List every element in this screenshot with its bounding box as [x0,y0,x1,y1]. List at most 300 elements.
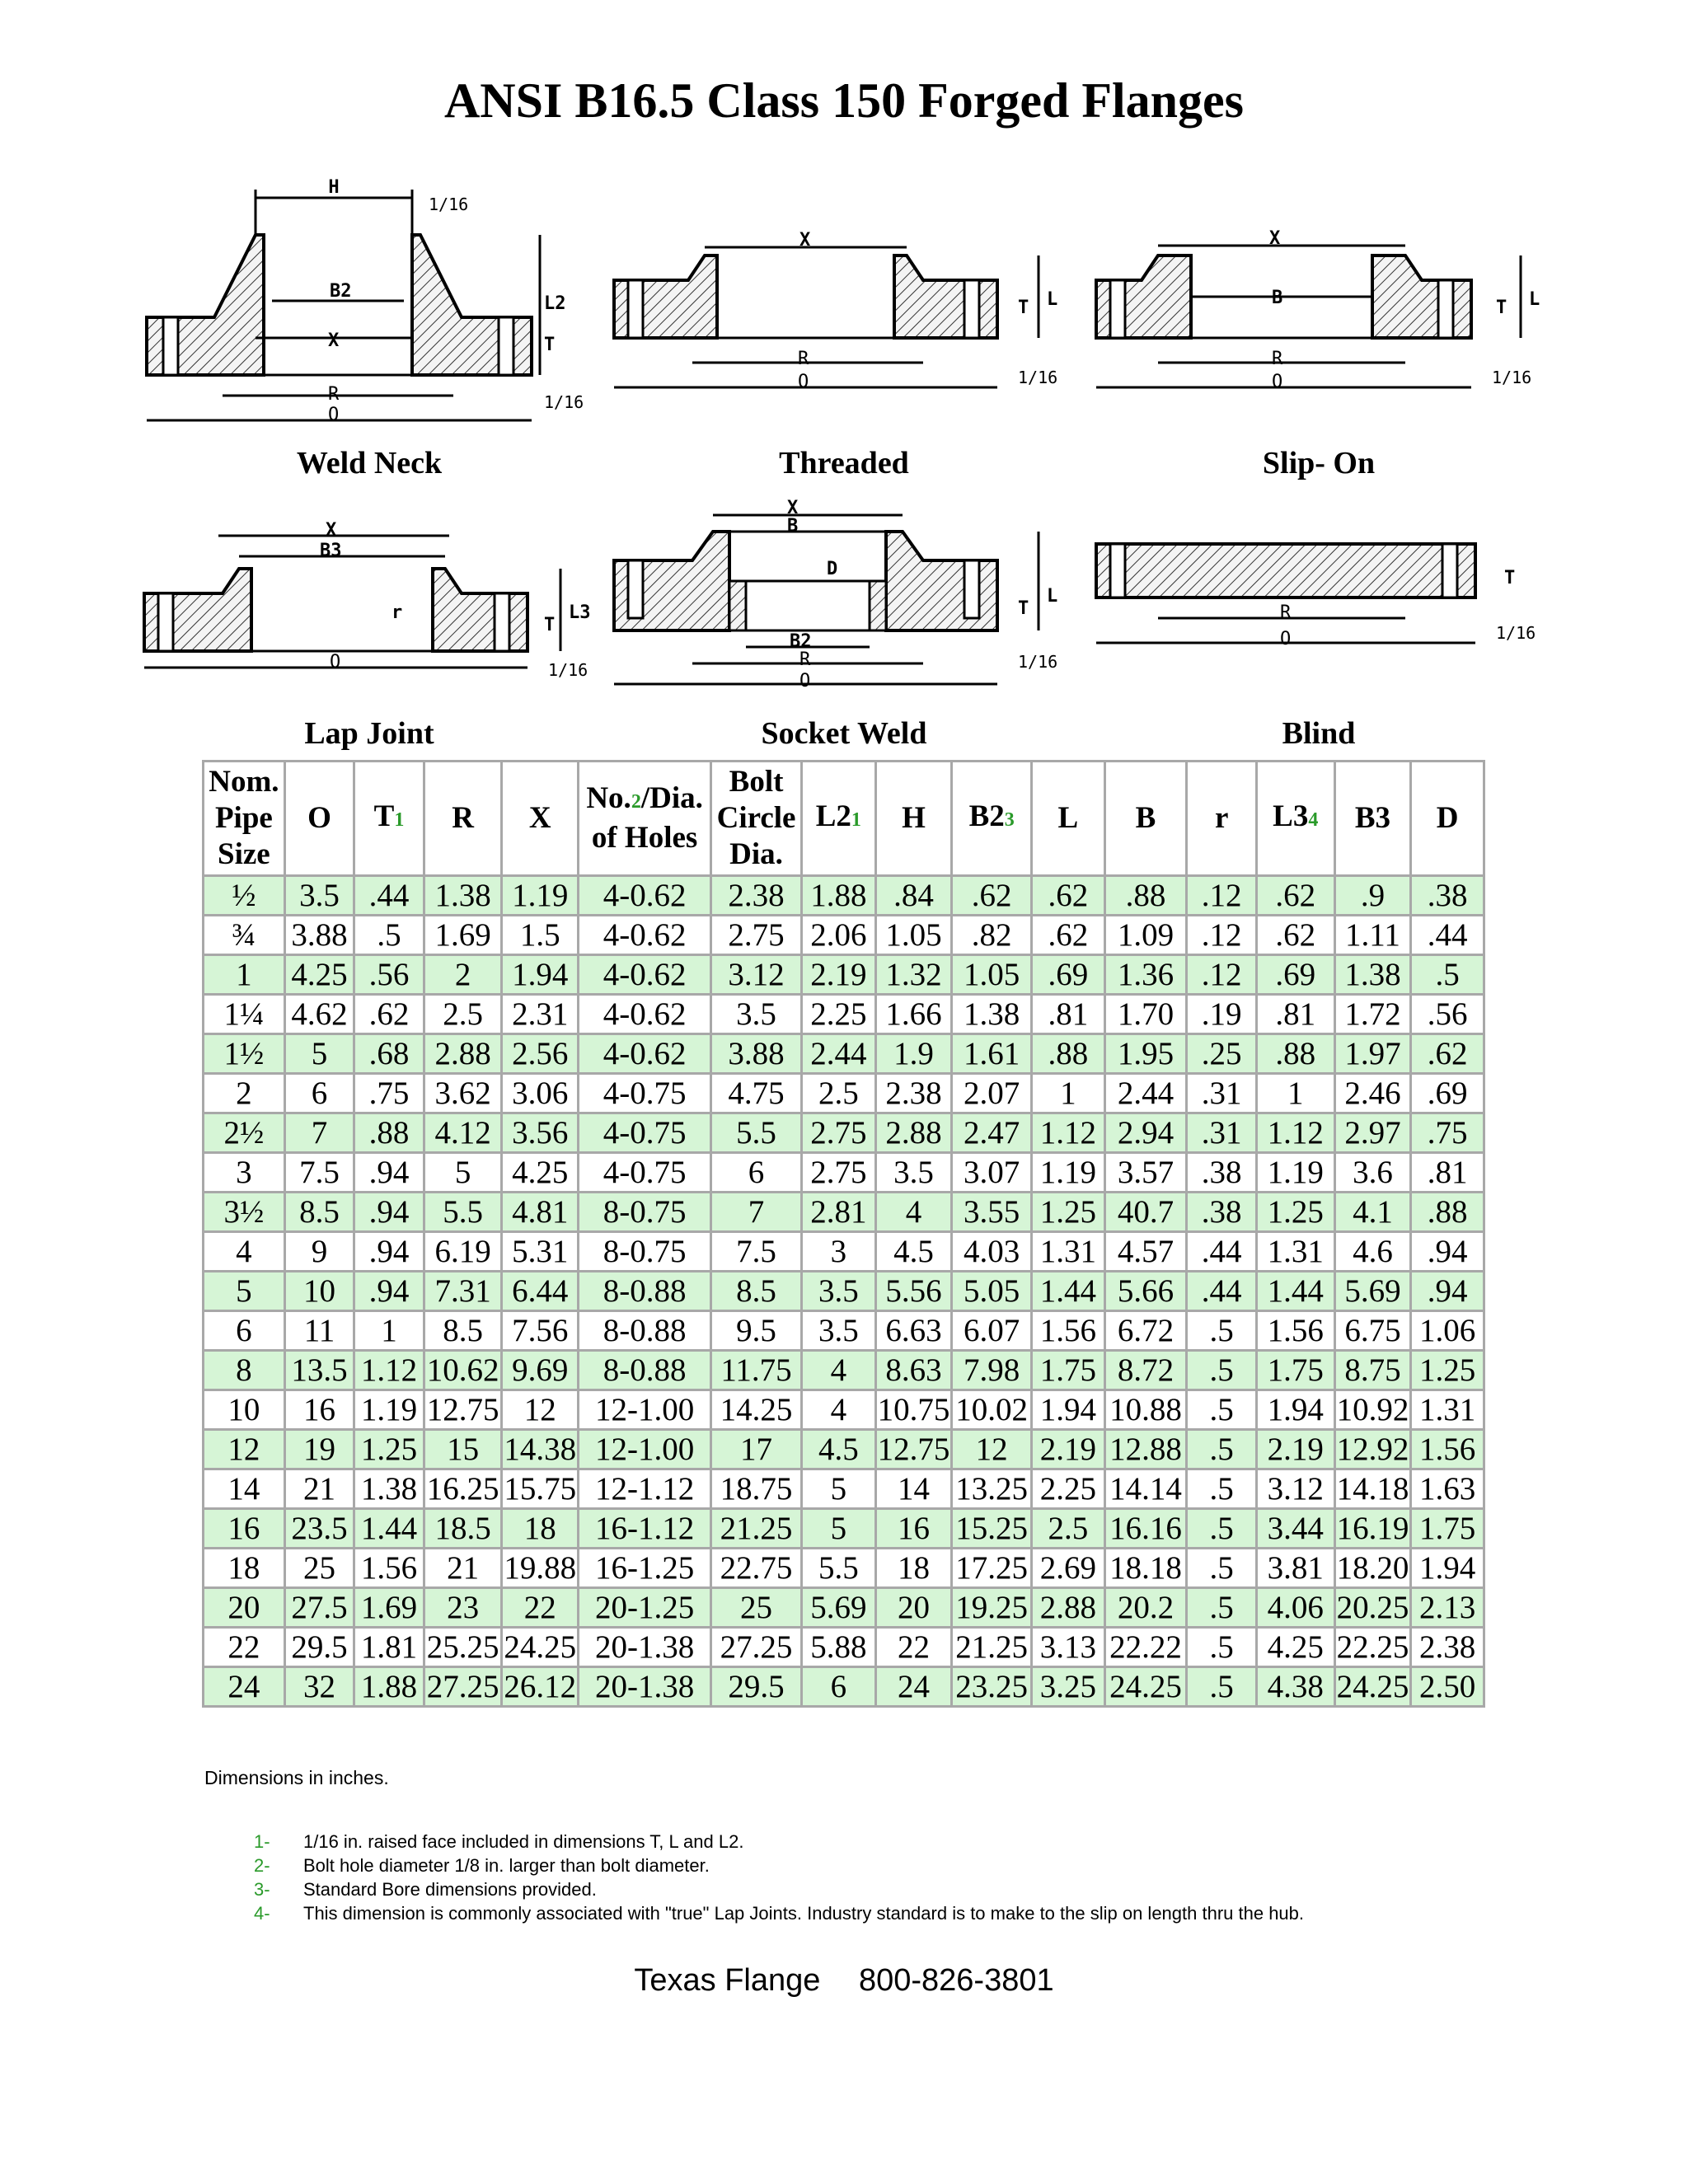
table-row [204,877,1483,914]
table-cell: 14.38 [504,1432,577,1467]
table-cell: 4.5 [803,1431,874,1468]
lap-joint-diagram [140,515,602,692]
table-cell: 2.25 [1033,1470,1104,1507]
table-cell: 4.5 [877,1233,951,1270]
table-cell: .5 [1188,1352,1255,1389]
diagram-label: T [1504,568,1516,588]
table-cell: .5 [1188,1312,1255,1349]
table-cell: 5.5 [425,1193,501,1230]
table-cell: .81 [1258,996,1334,1033]
table-cell: 1.5 [503,916,577,954]
table-cell: .5 [355,916,423,954]
table-cell: .81 [1033,996,1104,1033]
table-cell: 3.88 [712,1035,800,1072]
table-cell: 5.31 [503,1233,577,1270]
table-cell: 14.25 [712,1391,800,1428]
table-cell: 2.75 [712,916,800,954]
table-row [204,1154,1483,1191]
blind-diagram [1092,536,1554,668]
diagram-label: O [1280,629,1292,649]
column-header [1106,762,1186,874]
table-cell: 1.05 [953,956,1030,993]
header-text: Size [218,837,270,871]
table-cell: 20-1.38 [579,1629,710,1666]
table-cell: 8-0.88 [579,1352,710,1389]
table-cell: .44 [1188,1233,1255,1270]
column-header [1188,762,1255,874]
table-cell: 1.94 [1412,1549,1483,1586]
table-cell: .19 [1188,996,1255,1033]
weld-neck-caption: Weld Neck [296,446,443,480]
table-cell: 3.55 [953,1193,1030,1230]
table-cell: .5 [1188,1629,1255,1666]
table-cell: 3.07 [953,1154,1030,1191]
table-cell: 2.5 [803,1075,874,1112]
table-cell: 40.7 [1106,1193,1186,1230]
table-cell: 21 [425,1549,501,1586]
diagram-label: 1/16 [1496,623,1536,643]
header-text: B2 [968,799,1005,833]
table-cell: 5.5 [712,1114,800,1151]
table-cell: .62 [1412,1035,1483,1072]
table-row [204,1352,1483,1389]
table-cell: .9 [1336,877,1410,914]
nominal-size-cell: 18 [204,1549,284,1586]
table-cell: .94 [355,1272,423,1310]
table-cell: .82 [953,916,1030,954]
table-cell: 1.25 [1258,1193,1334,1230]
table-cell: 12 [953,1431,1030,1468]
table-cell: 2.88 [1033,1589,1104,1626]
nominal-size-cell: 6 [204,1312,284,1349]
header-text: of Holes [591,821,698,855]
table-cell: 4.25 [503,1154,577,1191]
diagram-label: L [1529,289,1540,310]
table-cell: .81 [1412,1154,1483,1191]
table-cell: 2.25 [803,996,874,1033]
diagram-label: R [1272,349,1283,369]
table-row [204,956,1483,993]
table-cell: 21 [286,1470,354,1507]
table-cell: 1.38 [953,996,1030,1033]
diagram-label: O [1272,372,1283,392]
table-cell: 1.75 [1033,1352,1104,1389]
table-cell: 1.56 [1033,1312,1104,1349]
table-cell: .25 [1188,1035,1255,1072]
table-cell: 7.31 [425,1272,501,1310]
header-footnote-ref: 4 [1308,809,1319,831]
table-cell: 1.61 [953,1035,1030,1072]
table-cell: 7 [286,1114,354,1151]
table-cell: 3.25 [1033,1668,1104,1705]
table-cell: 10.75 [877,1392,950,1427]
table-cell: 2.06 [803,916,874,954]
header-text: X [528,801,551,835]
table-cell: 8.5 [286,1193,354,1230]
table-cell: .5 [1188,1431,1255,1468]
table-cell: 13.5 [286,1352,354,1389]
table-cell: 24.25 [1336,1669,1409,1704]
table-cell: 16 [286,1391,354,1428]
header-footnote-ref: 3 [1004,809,1015,831]
table-cell: 15.75 [504,1471,577,1507]
diagram-label: B [787,516,799,537]
table-row [204,1431,1483,1468]
table-cell: 4.6 [1336,1233,1410,1270]
table-cell: 14.18 [1336,1471,1409,1507]
table-cell: 26.12 [504,1669,577,1704]
footnote-text: Bolt hole diameter 1/8 in. larger than bolt diameter. [303,1855,710,1876]
diagram-label: B3 [320,541,342,561]
diagram-label: T [544,615,556,635]
diagram-label: O [799,671,811,691]
header-text: D [1436,801,1459,835]
table-cell: 1.19 [355,1391,423,1428]
table-cell: 1.38 [425,877,501,914]
table-cell: 1.56 [1412,1431,1483,1468]
table-cell: 3 [803,1233,874,1270]
table-cell: 1.94 [503,956,577,993]
table-row [204,1193,1483,1230]
diagram-label: L2 [544,293,566,314]
table-row [204,1233,1483,1270]
table-cell: 19 [286,1431,354,1468]
nominal-size-cell: 5 [204,1272,284,1310]
nominal-size-cell: 4 [204,1233,284,1270]
table-cell: 4-0.75 [579,1114,710,1151]
table-cell: .31 [1188,1075,1255,1112]
footnote [254,1854,1304,1877]
nominal-size-cell: 3½ [204,1193,284,1230]
table-cell: .94 [355,1193,423,1230]
table-cell: 3.5 [877,1154,951,1191]
table-cell: 1.44 [355,1510,423,1547]
table-row [204,916,1483,954]
table-cell: 1.63 [1412,1470,1483,1507]
table-cell: .31 [1188,1114,1255,1151]
table-cell: 29.5 [712,1668,800,1705]
table-cell: 12.75 [426,1392,499,1427]
table-cell: 10.88 [1106,1391,1186,1428]
table-cell: 1.75 [1412,1510,1483,1547]
table-cell: 23 [425,1589,501,1626]
table-cell: 7.5 [286,1154,354,1191]
table-cell: 18.75 [712,1470,800,1507]
table-cell: 8.5 [712,1272,800,1310]
table-cell: .56 [355,956,423,993]
column-header [1412,762,1483,874]
header-text: H [902,801,926,835]
table-cell: 19.88 [504,1550,577,1586]
diagram-label: 1/16 [544,392,584,412]
table-cell: 22 [503,1589,577,1626]
table-cell: 4.81 [503,1193,577,1230]
socket-weld-caption: Socket Weld [761,716,927,751]
table-cell: .68 [355,1035,423,1072]
table-cell: 1.72 [1336,996,1410,1033]
table-cell: 2.13 [1412,1589,1483,1626]
table-cell: 3.12 [712,956,800,993]
table-cell: 18.20 [1336,1550,1409,1586]
table-cell: 1.31 [1412,1391,1483,1428]
column-header [579,762,710,874]
diagram-label: r [392,602,403,623]
table-cell: .44 [355,877,423,914]
table-cell: 22.25 [1336,1629,1409,1665]
table-cell: .88 [1412,1193,1483,1230]
nominal-size-cell: 24 [204,1668,284,1705]
table-cell: 1.36 [1106,956,1186,993]
footnote-number: 4- [254,1903,270,1924]
table-cell: 1 [1258,1075,1334,1112]
table-cell: 2.97 [1336,1114,1410,1151]
column-header [204,762,284,874]
table-cell: 4 [877,1193,951,1230]
table-cell: 21.25 [953,1629,1030,1666]
table-cell: 3.06 [503,1075,577,1112]
table-cell: 1.05 [877,916,951,954]
table-cell: .94 [1412,1272,1483,1310]
table-cell: 16-1.12 [579,1510,710,1547]
table-cell: 29.5 [286,1629,354,1666]
table-cell: 1 [355,1312,423,1349]
table-cell: 1.94 [1258,1391,1334,1428]
table-cell: 20.2 [1106,1589,1186,1626]
nominal-size-cell: 14 [204,1470,284,1507]
table-cell: 2.38 [712,877,800,914]
table-cell: 1.09 [1106,916,1186,954]
table-cell: 4-0.62 [579,956,710,993]
lap-joint-caption: Lap Joint [304,716,434,751]
table-cell: 7.98 [953,1352,1030,1389]
nominal-size-cell: 1½ [204,1035,284,1072]
table-cell: 1.32 [877,956,951,993]
table-cell: 10.02 [953,1391,1030,1428]
table-row [204,1272,1483,1310]
table-cell: 18 [503,1510,577,1547]
table-cell: 1.66 [877,996,951,1033]
table-cell: .62 [355,996,423,1033]
table-cell: 7.56 [503,1312,577,1349]
table-cell: 12-1.00 [579,1391,710,1428]
table-cell: 4.75 [712,1075,800,1112]
table-cell: 3.88 [286,916,354,954]
diagram-label: R [1280,602,1292,623]
column-header [425,762,501,874]
table-cell: 3.81 [1258,1549,1334,1586]
table-cell: 3.5 [803,1272,874,1310]
footnote [254,1877,1304,1901]
diagram-label: R [799,649,811,670]
table-cell: 1.97 [1336,1035,1410,1072]
table-cell: 8-0.88 [579,1272,710,1310]
weld-neck-diagram [140,173,602,437]
table-cell: 4.38 [1258,1668,1334,1705]
table-cell: 4-0.62 [579,916,710,954]
slip-on-diagram [1092,223,1554,404]
header-text: L [1057,801,1079,835]
table-cell: 4.12 [425,1114,501,1151]
table-cell: 2.44 [803,1035,874,1072]
nominal-size-cell: 2½ [204,1114,284,1151]
table-cell: 16.19 [1336,1511,1409,1546]
table-cell: 12.88 [1106,1431,1186,1468]
table-cell: 2.47 [953,1114,1030,1151]
column-header [1033,762,1104,874]
diagram-label: B2 [790,631,812,652]
table-cell: 1.56 [355,1549,423,1586]
nominal-size-cell: 1¼ [204,996,284,1033]
diagram-label: L [1047,586,1058,607]
header-text: r [1214,801,1229,835]
table-cell: 4.62 [286,996,354,1033]
table-cell: 7.5 [712,1233,800,1270]
table-cell: .5 [1188,1510,1255,1547]
nominal-size-cell: 22 [204,1629,284,1666]
diagram-label: T [1496,298,1507,318]
table-cell: 6 [286,1075,354,1112]
header-text: O [307,801,331,835]
footer [0,1963,1688,1999]
table-cell: 4.1 [1336,1193,1410,1230]
table-cell: 12.75 [877,1432,950,1467]
table-cell: .5 [1188,1589,1255,1626]
table-cell: 1.69 [425,916,501,954]
column-header [355,762,423,874]
diagram-label: 1/16 [548,660,588,680]
header-text: L2 [815,799,851,833]
table-cell: 18.5 [425,1510,501,1547]
nominal-size-cell: 20 [204,1589,284,1626]
table-cell: 3.5 [803,1312,874,1349]
diagram-label: 1/16 [1492,368,1532,387]
footnote [254,1901,1304,1925]
table-cell: 3.5 [712,996,800,1033]
column-header [877,762,951,874]
table-cell: .62 [1258,877,1334,914]
table-row [204,1510,1483,1547]
table-cell: 1.19 [1258,1154,1334,1191]
table-cell: 2.38 [877,1075,951,1112]
table-cell: 17.25 [953,1549,1030,1586]
table-cell: 2.56 [503,1035,577,1072]
nominal-size-cell: 10 [204,1391,284,1428]
table-cell: 1.75 [1258,1352,1334,1389]
diagram-label: T [544,335,556,355]
table-cell: 1.88 [355,1668,423,1705]
table-cell: 10.62 [426,1352,499,1388]
table-cell: 1.12 [355,1352,423,1389]
table-cell: 6.44 [503,1272,577,1310]
footnote-text: 1/16 in. raised face included in dimensions T, L and L2. [303,1831,744,1852]
table-cell: 27.5 [286,1589,354,1626]
table-cell: 1.38 [1336,956,1410,993]
table-cell: 1.06 [1412,1312,1483,1349]
table-cell: 20.25 [1336,1590,1409,1625]
header-text: R [452,801,474,835]
table-cell: 1.25 [355,1431,423,1468]
table-cell: 9.5 [712,1312,800,1349]
table-cell: 1.69 [355,1589,423,1626]
column-header [803,762,874,874]
table-cell: 2.07 [953,1075,1030,1112]
table-cell: 1.44 [1033,1272,1104,1310]
column-header [503,762,577,874]
table-cell: 4.03 [953,1233,1030,1270]
table-cell: 7 [712,1193,800,1230]
table-cell: 8.72 [1106,1352,1186,1389]
table-cell: 3.12 [1258,1470,1334,1507]
table-cell: 1.70 [1106,996,1186,1033]
table-cell: 12-1.12 [579,1470,710,1507]
table-row [204,1035,1483,1072]
nominal-size-cell: 3 [204,1154,284,1191]
header-text: B [1135,801,1156,835]
table-cell: .12 [1188,916,1255,954]
table-cell: 6.19 [425,1233,501,1270]
table-cell: 5 [803,1510,874,1547]
table-cell: .38 [1412,877,1483,914]
page-title: ANSI B16.5 Class 150 Forged Flanges [443,73,1245,128]
diagram-label: O [328,405,340,425]
diagram-label: L [1047,289,1058,310]
header-text: Circle [716,801,796,835]
table-cell: .38 [1188,1154,1255,1191]
table-cell: 8-0.75 [579,1233,710,1270]
table-cell: 3.44 [1258,1510,1334,1547]
table-cell: 16.25 [426,1471,499,1507]
header-footnote-ref: 1 [394,809,405,831]
table-cell: 1.11 [1336,916,1410,954]
table-row [204,1549,1483,1586]
table-cell: 6.07 [953,1312,1030,1349]
table-cell: 1.81 [355,1629,423,1666]
table-cell: .38 [1188,1193,1255,1230]
table-cell: 6.63 [877,1312,951,1349]
diagram-label: 1/16 [429,194,469,214]
table-cell: .94 [355,1233,423,1270]
table-cell: 5 [286,1035,354,1072]
table-cell: 2.44 [1106,1075,1186,1112]
nominal-size-cell: ½ [204,877,284,914]
table-cell: 2.69 [1033,1549,1104,1586]
table-cell: 2.5 [425,996,501,1033]
table-cell: 24.25 [1106,1668,1186,1705]
header-text: Nom. [209,765,279,799]
table-cell: .84 [877,877,951,914]
table-cell: 23.25 [953,1668,1030,1705]
table-cell: 20-1.25 [579,1589,710,1626]
table-cell: 1.95 [1106,1035,1186,1072]
table-cell: .62 [1033,916,1104,954]
table-cell: 24 [877,1668,951,1705]
table-cell: 12-1.00 [579,1431,710,1468]
table-row [204,1391,1483,1428]
slip-on-caption: Slip- On [1262,446,1376,480]
table-cell: .94 [355,1154,423,1191]
table-cell: .75 [355,1075,423,1112]
table-cell: 1.38 [355,1470,423,1507]
table-cell: 11.75 [712,1352,800,1389]
table-cell: 3.56 [503,1114,577,1151]
blind-caption: Blind [1282,716,1356,751]
table-cell: 16 [877,1510,951,1547]
table-cell: .88 [1106,877,1186,914]
table-cell: 32 [286,1668,354,1705]
table-cell: 6 [803,1668,874,1705]
table-cell: 4-0.75 [579,1075,710,1112]
table-cell: 5.05 [953,1272,1030,1310]
